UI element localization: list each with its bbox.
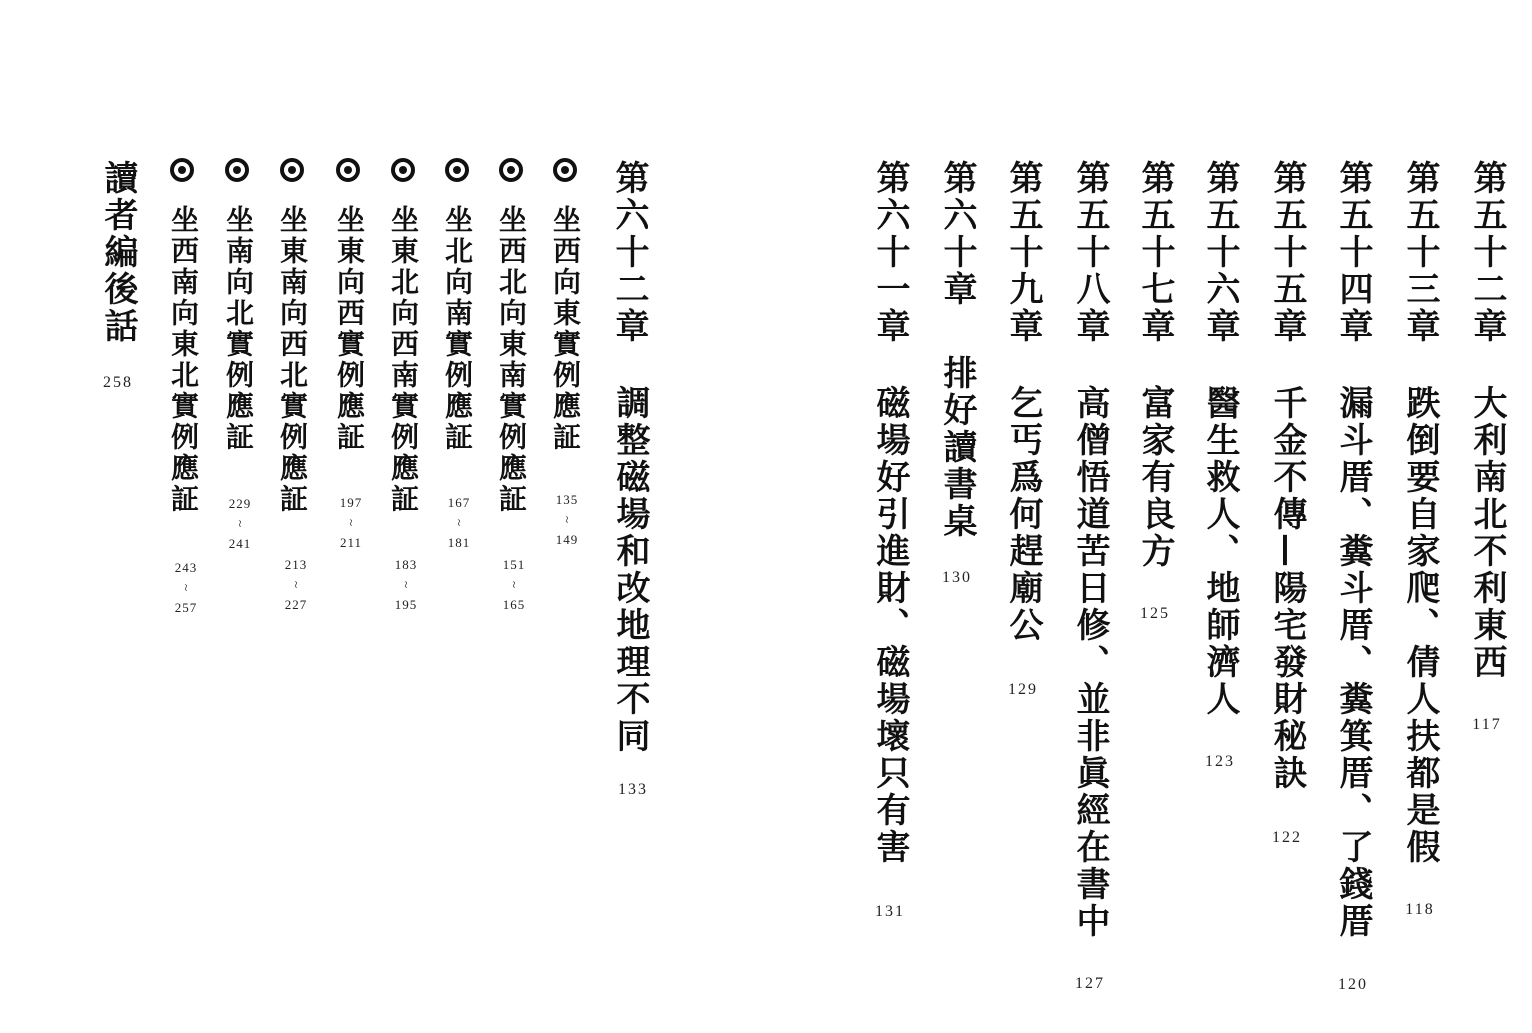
page-range-separator: ~ xyxy=(232,519,248,529)
chapter-label: 第五十八章 xyxy=(1070,160,1110,345)
page-range-to: 257 xyxy=(174,600,198,615)
chapter-label: 第五十九章 xyxy=(1003,160,1043,345)
page-range-from: 167 xyxy=(447,495,471,510)
chapter-label: 第五十四章 xyxy=(1333,160,1373,345)
page-range xyxy=(229,494,252,554)
bullet-icon xyxy=(445,158,469,182)
page-number: 117 xyxy=(1472,716,1502,733)
page-number: 258 xyxy=(103,374,133,391)
page-range xyxy=(285,555,308,615)
page-range-to: 165 xyxy=(502,597,526,612)
page-number: 127 xyxy=(1075,975,1105,992)
page-range-from: 197 xyxy=(339,495,363,510)
chapter-title: 調整磁場和改地理不同 xyxy=(610,385,650,755)
page-range-from: 213 xyxy=(284,557,308,572)
chapter-label: 第六十二章 xyxy=(609,160,649,345)
chapter-label: 第五十六章 xyxy=(1200,160,1240,345)
page-number: 118 xyxy=(1405,901,1435,918)
bullet-icon xyxy=(225,158,249,182)
subentry-title: 坐東北向西南實例應証 xyxy=(387,205,420,515)
page-range-separator: ~ xyxy=(559,515,575,525)
page-range-from: 151 xyxy=(502,557,526,572)
page-range-to: 195 xyxy=(394,597,418,612)
page-range-to: 181 xyxy=(447,535,471,550)
subentry-title: 坐東南向西北實例應証 xyxy=(276,205,309,515)
page-number: 129 xyxy=(1008,681,1038,698)
bullet-icon xyxy=(391,158,415,182)
subentry-title: 坐南向北實例應証 xyxy=(222,205,255,453)
page-range-separator: ~ xyxy=(506,580,522,590)
page-range-from: 183 xyxy=(394,557,418,572)
subentry-title: 坐西南向東北實例應証 xyxy=(167,205,200,515)
page-range-separator: ~ xyxy=(178,583,194,593)
chapter-title: 乞丐爲何趕廟公 xyxy=(1003,385,1043,644)
chapter-title: 富家有良方 xyxy=(1135,385,1175,570)
page-number: 133 xyxy=(618,781,648,798)
page-number: 130 xyxy=(942,569,972,586)
bullet-icon xyxy=(553,158,577,182)
page-range-from: 243 xyxy=(174,560,198,575)
subentry-title: 坐西北向東南實例應証 xyxy=(495,205,528,515)
chapter-title: 醫生救人、地師濟人 xyxy=(1200,385,1240,718)
subentry-title: 坐東向西實例應証 xyxy=(333,205,366,453)
page-range-from: 229 xyxy=(228,496,252,511)
chapter-title: 跌倒要自家爬、倩人扶都是假 xyxy=(1400,385,1440,866)
page-range xyxy=(556,490,579,550)
chapter-title: 大利南北不利東西 xyxy=(1467,385,1507,681)
bullet-icon xyxy=(499,158,523,182)
subentry-title: 坐北向南實例應証 xyxy=(441,205,474,453)
chapter-label: 第六十章 xyxy=(937,160,977,308)
page-number: 122 xyxy=(1272,829,1302,846)
page-range-from: 135 xyxy=(555,492,579,507)
chapter-title: 排好讀書桌 xyxy=(937,355,977,540)
page-range-to: 211 xyxy=(339,535,363,550)
afterword-title: 讀者編後話 xyxy=(98,160,138,345)
chapter-label: 第五十五章 xyxy=(1267,160,1307,345)
chapter-title: 高僧悟道苦日修、並非眞經在書中 xyxy=(1070,385,1110,940)
chapter-label: 第六十一章 xyxy=(870,160,910,345)
chapter-label: 第五十二章 xyxy=(1467,160,1507,345)
page-range xyxy=(340,493,363,553)
page-range-separator: ~ xyxy=(398,580,414,590)
page-range xyxy=(395,555,418,615)
chapter-label: 第五十七章 xyxy=(1135,160,1175,345)
chapter-title: 漏斗厝、糞斗厝、糞箕厝、了錢厝 xyxy=(1333,385,1373,940)
page-range-separator: ~ xyxy=(343,518,359,528)
page-number: 120 xyxy=(1338,976,1368,993)
page-range xyxy=(448,493,471,553)
chapter-title: 千金不傳—陽宅發財秘訣 xyxy=(1267,385,1307,792)
page-range-to: 227 xyxy=(284,597,308,612)
bullet-icon xyxy=(336,158,360,182)
subentry-title: 坐西向東實例應証 xyxy=(549,205,582,453)
page-range xyxy=(503,555,526,615)
page-range xyxy=(175,558,198,618)
chapter-title: 磁場好引進財、磁場壞只有害 xyxy=(870,385,910,866)
chapter-label: 第五十三章 xyxy=(1400,160,1440,345)
page-number: 131 xyxy=(875,903,905,920)
page-range-separator: ~ xyxy=(451,518,467,528)
bullet-icon xyxy=(280,158,304,182)
page-range-to: 149 xyxy=(555,532,579,547)
page-range-to: 241 xyxy=(228,536,252,551)
page-range-separator: ~ xyxy=(288,580,304,590)
page-number: 125 xyxy=(1140,605,1170,622)
bullet-icon xyxy=(170,158,194,182)
page-number: 123 xyxy=(1205,753,1235,770)
